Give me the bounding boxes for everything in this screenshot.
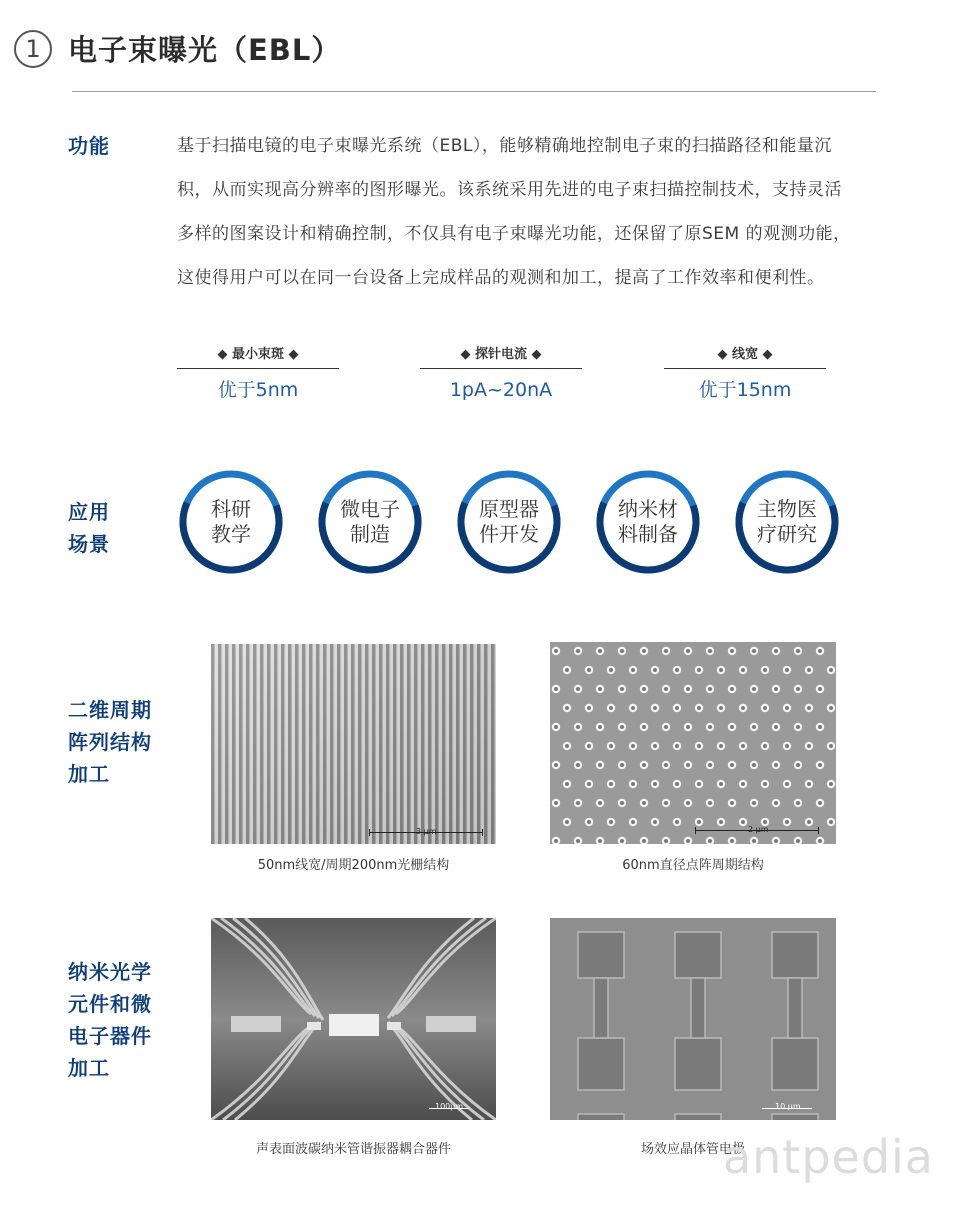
grating-pattern [211, 644, 496, 844]
page-title: 电子束曝光（EBL） [68, 33, 342, 67]
watermark-logo: antpedia [722, 1130, 934, 1184]
dot-array-sem-image [550, 642, 836, 844]
function-paragraph [177, 124, 877, 300]
ring-label [316, 468, 424, 576]
function-line: 积，从而实现高分辨率的图形曝光。该系统采用先进的电子束扫描控制技术，支持灵活 [177, 180, 842, 200]
function-line: 多样的图案设计和精确控制，不仅具有电子束曝光功能，还保留了原SEM 的观测功能， [177, 224, 851, 244]
ring-label-line: 科研 [211, 497, 251, 521]
applications-label-line: 场景 [68, 532, 110, 556]
ring-label-line: 主物医 [757, 497, 817, 521]
spec-label: ◆ 最小束斑 ◆ [217, 347, 299, 362]
application-ring [733, 468, 841, 576]
ring-label-line: 原型器 [479, 497, 539, 521]
spec-divider [664, 368, 826, 369]
device-label-line: 纳米光学 [68, 960, 152, 984]
scale-label: 3 μm [416, 827, 437, 836]
ring-label-line: 件开发 [479, 522, 539, 546]
fet-electrode-caption: 场效应晶体管电极 [640, 1142, 745, 1157]
array-label-line: 二维周期 [68, 698, 152, 722]
device-label-line: 加工 [68, 1056, 110, 1080]
section-number-badge [14, 30, 52, 68]
ring-label-line: 微电子 [340, 497, 400, 521]
application-ring [177, 468, 285, 576]
spec-probe-current [420, 346, 582, 403]
applications-label [68, 496, 110, 560]
cnt-resonator-pattern [211, 918, 496, 1120]
ring-label-line: 料制备 [618, 522, 678, 546]
scale-label: 10 μm [775, 1102, 801, 1111]
ring-label-line: 教学 [211, 522, 251, 546]
section-number: 1 [25, 35, 41, 63]
device-section-label [68, 956, 152, 1084]
applications-label-line: 应用 [68, 500, 110, 524]
dot-array-caption: 60nm直径点阵周期结构 [622, 858, 764, 873]
ring-label [455, 468, 563, 576]
application-ring [316, 468, 424, 576]
cnt-resonator-caption: 声表面波碳纳米管谐振器耦合器件 [255, 1142, 451, 1157]
application-ring [455, 468, 563, 576]
dot-array-pattern [550, 642, 836, 844]
spec-label: ◆ 探针电流 ◆ [460, 347, 542, 362]
spec-line-width [664, 346, 826, 403]
ring-label [733, 468, 841, 576]
spec-divider [177, 368, 339, 369]
ring-label-line: 疗研究 [757, 522, 817, 546]
spec-value: 1pA~20nA [449, 379, 553, 401]
device-label-line: 元件和微 [68, 992, 152, 1016]
array-section-label [68, 694, 152, 790]
scale-label: 100μm [435, 1102, 464, 1111]
scale-label: 2 μm [748, 825, 769, 834]
function-line: 这使得用户可以在同一台设备上完成样品的观测和加工，提高了工作效率和便利性。 [177, 268, 825, 288]
ring-label [177, 468, 285, 576]
function-label: 功能 [68, 134, 110, 158]
cnt-resonator-sem-image [211, 918, 496, 1120]
function-line: 基于扫描电镜的电子束曝光系统（EBL），能够精确地控制电子束的扫描路径和能量沉 [177, 136, 832, 156]
fet-electrode-sem-image [550, 918, 836, 1120]
device-label-line: 电子器件 [68, 1024, 152, 1048]
grating-caption: 50nm线宽/周期200nm光栅结构 [257, 858, 450, 873]
array-label-line: 加工 [68, 762, 110, 786]
array-label-line: 阵列结构 [68, 730, 152, 754]
ring-label-line: 制造 [350, 522, 390, 546]
title-divider [72, 91, 876, 92]
application-ring [594, 468, 702, 576]
spec-value: 优于15nm [698, 379, 792, 401]
spec-min-spot [177, 346, 339, 403]
ring-label-line: 纳米材 [618, 497, 678, 521]
spec-label: ◆ 线宽 ◆ [717, 347, 773, 362]
fet-electrode-pattern [550, 918, 836, 1120]
spec-divider [420, 368, 582, 369]
spec-value: 优于5nm [217, 379, 299, 401]
grating-sem-image [211, 644, 496, 844]
ring-label [594, 468, 702, 576]
